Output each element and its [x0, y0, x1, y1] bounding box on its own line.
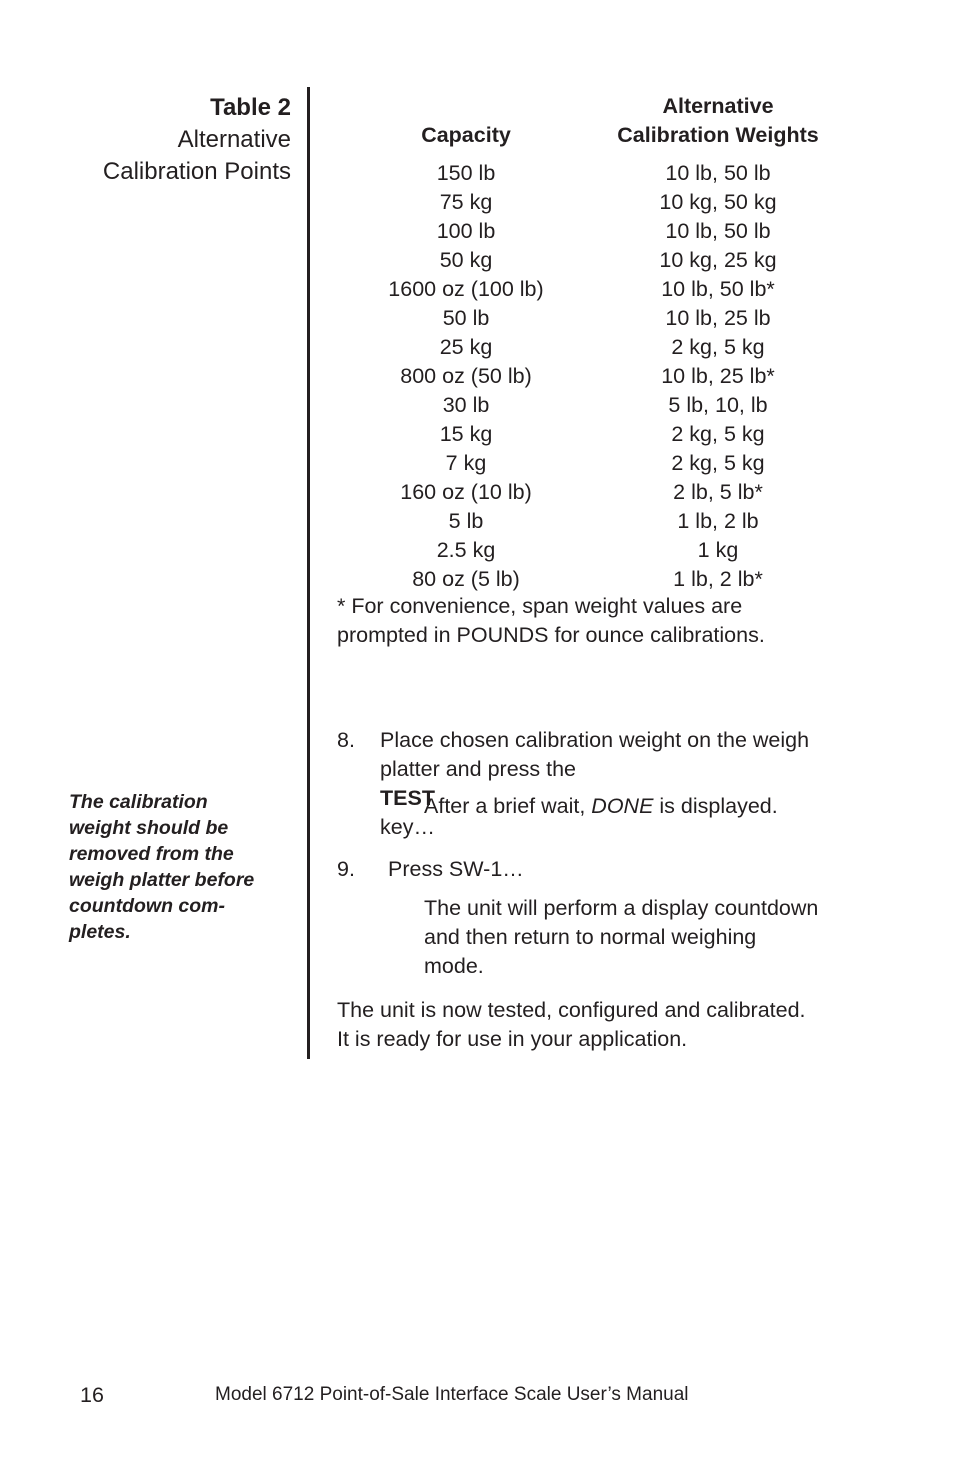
header-alt-line-1: Alternative [662, 94, 774, 118]
closing-line-2: It is ready for use in your application. [337, 1027, 688, 1051]
capacity-cell: 1600 oz (100 lb) [388, 277, 544, 301]
table-row [340, 449, 844, 478]
weights-cell: 10 kg, 25 kg [659, 248, 777, 272]
weights-cell: 10 kg, 50 kg [659, 190, 777, 214]
table-row [340, 478, 844, 507]
vertical-rule [307, 87, 310, 1059]
step-8-result-before: After a brief wait, [424, 794, 592, 818]
capacity-cell: 80 oz (5 lb) [412, 567, 520, 591]
step-9-result-line: mode. [424, 954, 484, 978]
step-9-text: Press SW-1… [388, 857, 524, 881]
side-note-line: weigh platter before [69, 869, 255, 891]
footnote-line-1: * For convenience, span weight values are [337, 594, 743, 618]
footer-title: Model 6712 Point-of-Sale Interface Scale User’s Manual [215, 1384, 689, 1405]
table-row [340, 217, 844, 246]
side-note-line: pletes. [69, 921, 131, 943]
table-number: Table 2 [210, 94, 291, 121]
step-8-result [424, 792, 874, 821]
weights-cell: 10 lb, 25 lb* [661, 364, 775, 388]
capacity-cell: 15 kg [439, 422, 493, 446]
side-note-line: countdown com- [69, 895, 225, 917]
header-alt-line-2: Calibration Weights [617, 123, 819, 147]
step-9-result-line: The unit will perform a display countdown [424, 896, 819, 920]
capacity-cell: 2.5 kg [436, 538, 496, 562]
step-9-result [424, 894, 884, 981]
table-title [40, 92, 291, 188]
step-8-number: 8. [337, 728, 355, 752]
weights-cell: 1 lb, 2 lb [677, 509, 759, 533]
table-row [340, 188, 844, 217]
side-note-line: The calibration [69, 791, 208, 813]
weights-cell: 10 lb, 50 lb [665, 161, 771, 185]
weights-cell: 2 kg, 5 kg [671, 335, 765, 359]
capacity-cell: 160 oz (10 lb) [400, 480, 532, 504]
weights-cell: 1 kg [697, 538, 739, 562]
step-8-line-2-before: platter and press the [380, 757, 577, 781]
table-title-line-1: Alternative [177, 126, 291, 153]
table-row [340, 536, 844, 565]
step-8-result-after: is displayed. [653, 794, 778, 818]
table-row [340, 507, 844, 536]
header-alternative-weights [592, 92, 844, 150]
weights-cell: 2 kg, 5 kg [671, 451, 765, 475]
table-row [340, 304, 844, 333]
side-note-line: removed from the [69, 843, 234, 865]
table-row [340, 246, 844, 275]
capacity-cell: 800 oz (50 lb) [400, 364, 532, 388]
closing-line-1: The unit is now tested, configured and calibrated. [337, 998, 806, 1022]
table-row [340, 275, 844, 304]
capacity-cell: 5 lb [448, 509, 484, 533]
footnote-line-2: prompted in POUNDS for ounce calibrations. [337, 623, 765, 647]
table-row [340, 362, 844, 391]
side-note [69, 789, 294, 945]
table-row [340, 565, 844, 594]
weights-cell: 10 lb, 25 lb [665, 306, 771, 330]
table-row [340, 333, 844, 362]
step-9-number: 9. [337, 857, 355, 881]
weights-cell: 5 lb, 10, lb [668, 393, 768, 417]
table-footnote [337, 592, 877, 650]
weights-cell: 10 lb, 50 lb* [661, 277, 775, 301]
header-capacity-label: Capacity [421, 123, 511, 147]
done-label: DONE [591, 794, 654, 818]
capacity-cell: 30 lb [442, 393, 490, 417]
capacity-cell: 100 lb [436, 219, 496, 243]
table-title-line-2: Calibration Points [102, 158, 291, 185]
capacity-cell: 75 kg [439, 190, 493, 214]
step-8-line-1: Place chosen calibration weight on the weigh [380, 728, 810, 752]
weights-cell: 1 lb, 2 lb* [673, 567, 763, 591]
weights-cell: 2 kg, 5 kg [671, 422, 765, 446]
step-8-line-2-after: key… [380, 815, 435, 839]
step-9-result-line: and then return to normal weighing [424, 925, 757, 949]
table-row [340, 391, 844, 420]
header-capacity [340, 121, 592, 150]
page-number: 16 [80, 1383, 104, 1407]
closing-paragraph [337, 996, 897, 1054]
step-8-text [380, 726, 880, 842]
capacity-cell: 150 lb [436, 161, 496, 185]
weights-cell: 10 lb, 50 lb [665, 219, 771, 243]
capacity-cell: 50 lb [442, 306, 490, 330]
test-key-label: TEST [380, 786, 435, 810]
table-row [340, 159, 844, 188]
table-body [340, 159, 844, 594]
table-row [340, 420, 844, 449]
capacity-cell: 25 kg [439, 335, 493, 359]
side-note-line: weight should be [69, 817, 229, 839]
capacity-cell: 7 kg [445, 451, 487, 475]
capacity-cell: 50 kg [439, 248, 493, 272]
weights-cell: 2 lb, 5 lb* [673, 480, 763, 504]
